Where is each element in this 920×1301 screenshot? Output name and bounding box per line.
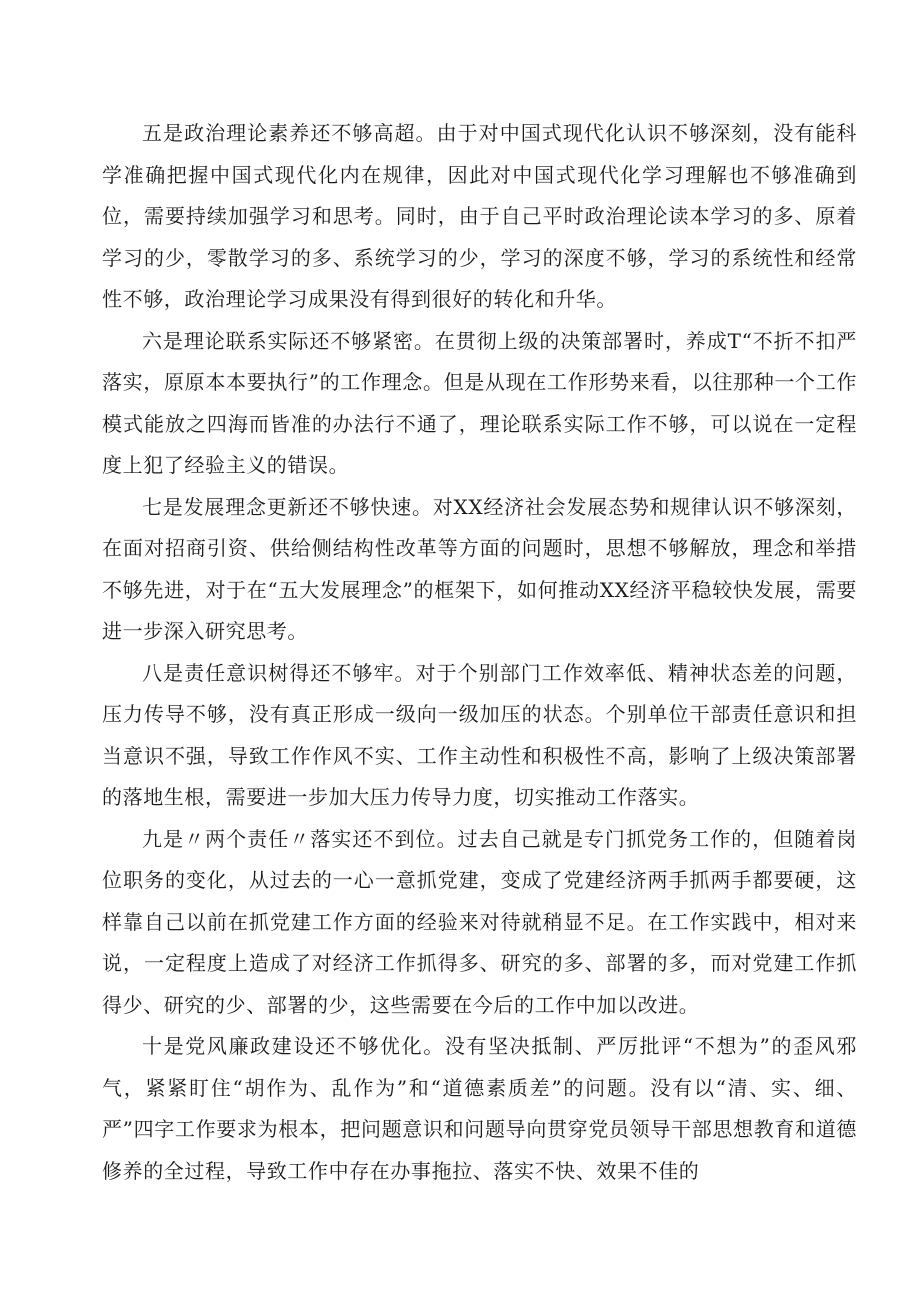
paragraph-7-development-concept: 七是发展理念更新还不够快速。对XX经济社会发展态势和规律认识不够深刻，在面对招商引资、供给侧结构性改革等方面的问题时，思想不够解放，理念和举措不够先进，对于在“五大发展理念”的框架下，如何推动XX经济平稳较快发展，需要进一步深入研究思考。 xyxy=(102,494,857,643)
paragraph-5-political-theory: 五是政治理论素养还不够高超。由于对中国式现代化认识不够深刻，没有能科学准确把握中国式现代化内在规律，因此对中国式现代化学习理解也不够准确到位，需要持续加强学习和思考。同时，由于自己平时政治理论读本学习的多、原着学习的少，零散学习的多、系统学习的少，学习的深度不够，学习的系统性和经常性不够，政治理论学习成果没有得到很好的转化和升华。 xyxy=(102,121,857,311)
paragraph-6-theory-practice: 六是理论联系实际还不够紧密。在贯彻上级的决策部署时，养成T“不折不扣严落实，原原本本要执行”的工作理念。但是从现在工作形势来看，以往那种一个工作模式能放之四海而皆准的办法行不通了，理论联系实际工作不够，可以说在一定程度上犯了经验主义的错误。 xyxy=(102,328,857,477)
document-body xyxy=(102,113,857,1192)
paragraph-8-responsibility: 八是责任意识树得还不够牢。对于个别部门工作效率低、精神状态差的问题，压力传导不够，没有真正形成一级向一级加压的状态。个别单位干部责任意识和担当意识不强，导致工作作风不实、工作主动性和积极性不高，影响了上级决策部署的落地生根，需要进一步加大压力传导力度，切实推动工作落实。 xyxy=(102,660,857,809)
paragraph-10-integrity: 十是党风廉政建设还不够优化。没有坚决抵制、严厉批评“不想为”的歪风邪气，紧紧盯住“胡作为、乱作为”和“道德素质差”的问题。没有以“清、实、细、严”四字工作要求为根本，把问题意识和问题导向贯穿党员领导干部思想教育和道德修养的全过程，导致工作中存在办事拖拉、落实不快、效果不佳的 xyxy=(102,1034,857,1183)
paragraph-9-two-responsibilities: 九是〃两个责任〃落实还不到位。过去自己就是专门抓党务工作的，但随着岗位职务的变化，从过去的一心一意抓党建，变成了党建经济两手抓两手都要硬，这样靠自己以前在抓党建工作方面的经验来对待就稍显不足。在工作实践中，相对来说，一定程度上造成了对经济工作抓得多、研究的多、部署的多，而对党建工作抓得少、研究的少、部署的少，这些需要在今后的工作中加以改进。 xyxy=(102,826,857,1017)
